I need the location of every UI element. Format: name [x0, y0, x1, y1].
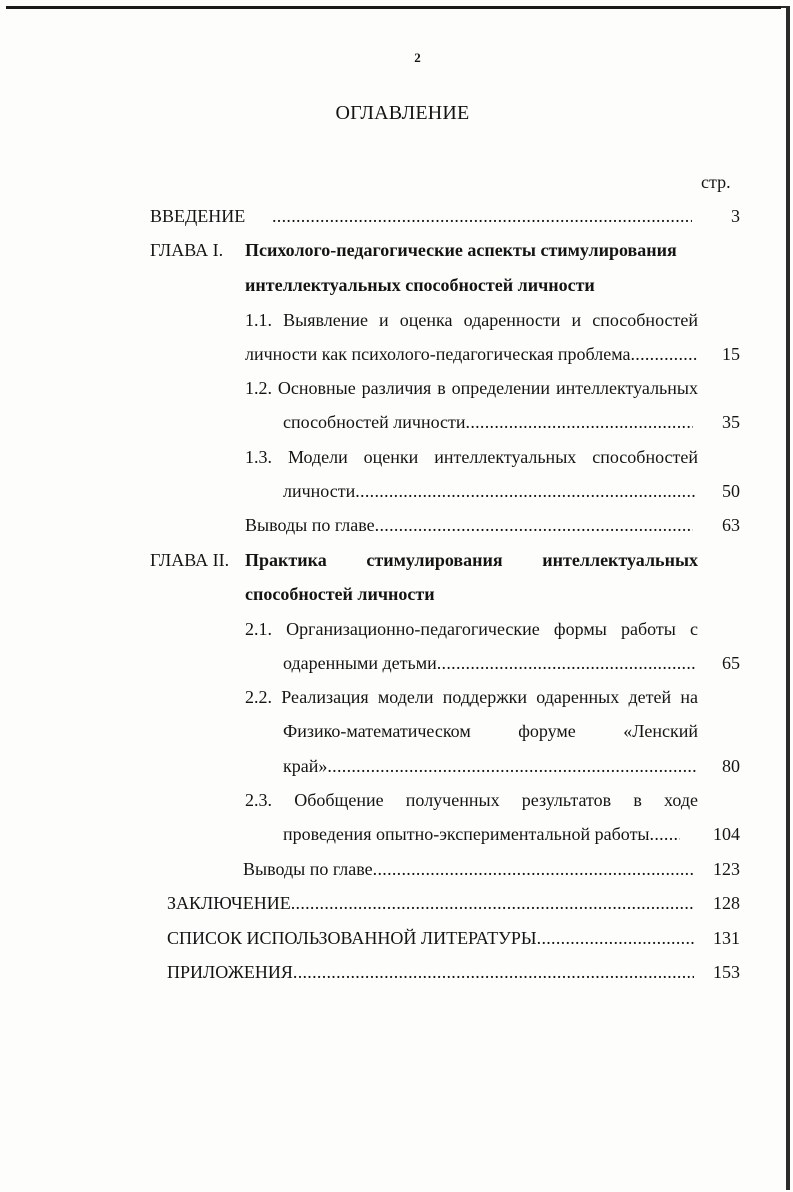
- chapter1-conclusions-page: 63: [722, 515, 740, 535]
- toc-conclusion: ЗАКЛЮЧЕНИЕ .....: [167, 889, 694, 917]
- section-1-3-line1: 1.3. Модели оценки интеллектуальных способностей: [245, 447, 698, 467]
- section-2-2-line2: Физико-математическом форуме «Ленский: [283, 721, 698, 741]
- chapter1-title-line2: интеллектуальных способностей личности: [245, 275, 595, 295]
- scan-border-top: [6, 6, 781, 9]
- toc-appendices-page: 153: [713, 962, 740, 982]
- chapter2-title-line2: способностей личности: [245, 584, 435, 604]
- chapter2-conclusions-page: 123: [713, 859, 740, 879]
- section-2-3-page: 104: [713, 824, 740, 844]
- section-2-2-page: 80: [722, 756, 740, 776]
- toc-intro-label: ВВЕДЕНИЕ: [150, 206, 246, 226]
- chapter1-conclusions: Выводы по главе .....: [245, 511, 693, 539]
- page-number: 2: [414, 50, 421, 65]
- chapter2-conclusions: Выводы по главе .....: [243, 855, 695, 883]
- chapter2-title-line1: Практика стимулирования интеллектуальных: [245, 550, 698, 570]
- section-1-1-line2: личности как психолого-педагогическая проблема .....: [245, 340, 698, 368]
- section-1-1-line1: 1.1. Выявление и оценка одаренности и способностей: [245, 310, 698, 330]
- section-1-2-line2: способностей личности .....: [283, 408, 693, 436]
- section-2-2-line1: 2.2. Реализация модели поддержки одаренных детей на: [245, 687, 698, 707]
- toc-conclusion-page: 128: [713, 893, 740, 913]
- toc-appendices: ПРИЛОЖЕНИЯ .....: [167, 958, 694, 986]
- section-2-1-line1: 2.1. Организационно-педагогические формы работы с: [245, 619, 698, 639]
- section-1-3-page: 50: [722, 481, 740, 501]
- section-2-3-line2: проведения опытно-экспериментальной работы .....: [283, 820, 680, 848]
- toc-references: СПИСОК ИСПОЛЬЗОВАННОЙ ЛИТЕРАТУРЫ .....: [167, 924, 694, 952]
- toc-intro-page: 3: [731, 206, 740, 226]
- chapter1-title-line1: Психолого-педагогические аспекты стимулирования: [245, 240, 677, 260]
- scan-border-right: [786, 6, 790, 1190]
- chapter1-label: ГЛАВА I.: [150, 240, 224, 260]
- section-1-2-line1: 1.2. Основные различия в определении интеллектуальных: [245, 378, 698, 398]
- toc-intro-leader: [272, 202, 692, 230]
- toc-references-page: 131: [713, 928, 740, 948]
- section-2-1-line2: одаренными детьми .....: [283, 649, 696, 677]
- section-2-1-page: 65: [722, 653, 740, 673]
- section-1-3-line2: личности .....: [283, 477, 696, 505]
- toc-title: ОГЛАВЛЕНИЕ: [335, 102, 470, 124]
- pages-column-header: стр.: [701, 172, 731, 192]
- section-1-1-page: 15: [722, 344, 740, 364]
- chapter2-label: ГЛАВА II.: [150, 550, 230, 570]
- scan-border-corner: [781, 6, 786, 8]
- section-2-3-line1: 2.3. Обобщение полученных результатов в ходе: [245, 790, 698, 810]
- section-1-2-page: 35: [722, 412, 740, 432]
- section-2-2-line3: край» .....: [283, 752, 696, 780]
